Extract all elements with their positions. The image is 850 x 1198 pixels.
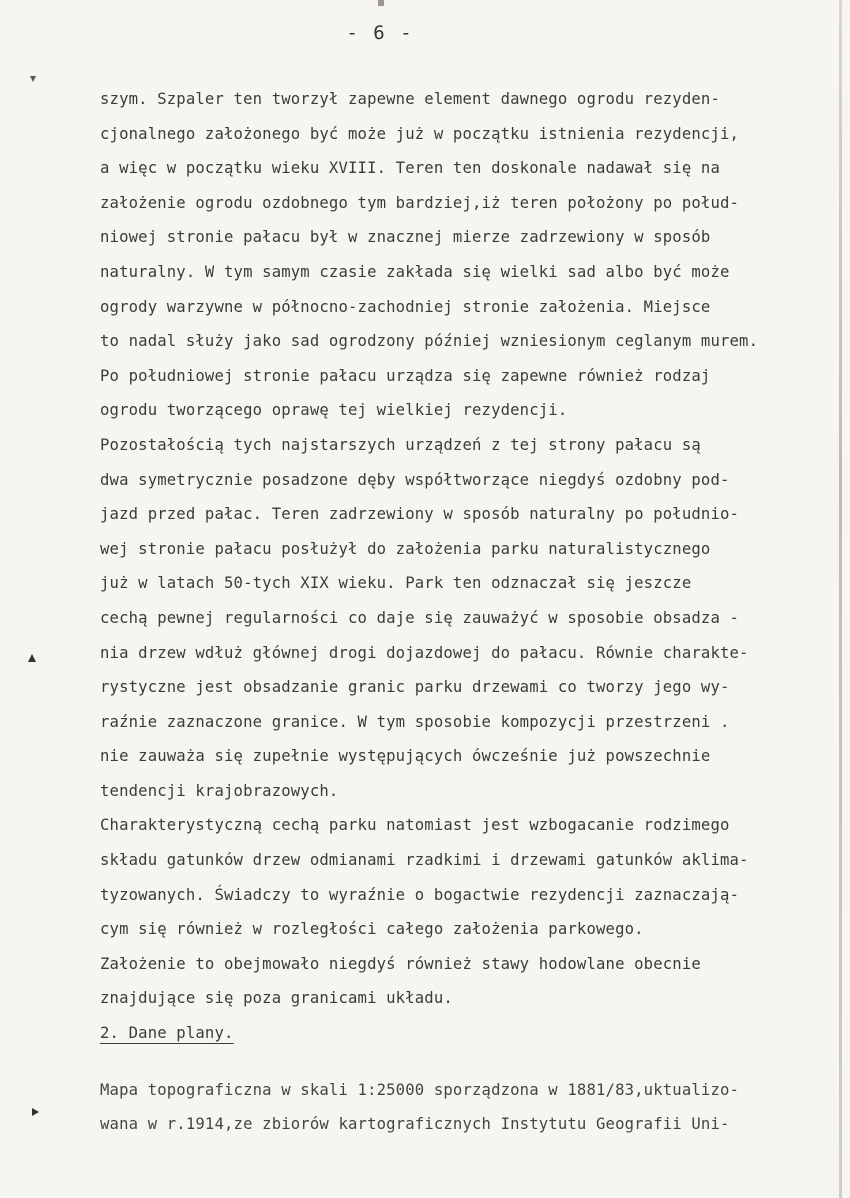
- text-line: dwa symetrycznie posadzone dęby współtworzące niegdyś ozdobny pod-: [100, 470, 730, 489]
- text-line: tyzowanych. Świadczy to wyraźnie o bogactwie rezydencji zaznaczają-: [100, 885, 740, 904]
- text-line: znajdujące się poza granicami układu.: [100, 989, 453, 1008]
- text-line: naturalny. W tym samym czasie zakłada się wielki sad albo być może: [100, 262, 730, 281]
- body-text: [100, 82, 840, 1142]
- text-line: to nadal służy jako sad ogrodzony później wzniesionym ceglanym murem.: [100, 332, 759, 351]
- text-line: tendencji krajobrazowych.: [100, 781, 339, 800]
- spacer: [100, 1051, 840, 1073]
- staple-mark: [378, 0, 384, 6]
- section-heading: 2. Dane plany.: [100, 1024, 234, 1043]
- text-line: a więc w początku wieku XVIII. Teren ten doskonale nadawał się na: [100, 159, 720, 178]
- text-line: Pozostałością tych najstarszych urządzeń z tej strony pałacu są: [100, 435, 701, 454]
- text-line: Założenie to obejmowało niegdyś również stawy hodowlane obecnie: [100, 954, 701, 973]
- text-line: Po południowej stronie pałacu urządza się zapewne również rodzaj: [100, 366, 711, 385]
- reference-line: Mapa topograficzna w skali 1:25000 sporządzona w 1881/83,uktualizo-: [100, 1080, 740, 1099]
- text-line: założenie ogrodu ozdobnego tym bardziej,iż teren położony po połud-: [100, 193, 740, 212]
- text-line: ogrody warzywne w północno-zachodniej stronie założenia. Miejsce: [100, 297, 711, 316]
- margin-arrow-up-icon: [28, 654, 36, 662]
- page-number: - 6 -: [346, 22, 414, 44]
- text-line: nie zauważa się zupełnie występujących ówcześnie już powszechnie: [100, 747, 711, 766]
- margin-arrow-icon: [30, 76, 36, 82]
- text-line: jazd przed pałac. Teren zadrzewiony w sposób naturalny po południo-: [100, 505, 740, 524]
- text-line: szym. Szpaler ten tworzył zapewne element dawnego ogrodu rezyden-: [100, 90, 720, 108]
- reference-line: wana w r.1914,ze zbiorów kartograficznych Instytutu Geografii Uni-: [100, 1115, 730, 1134]
- text-line: już w latach 50-tych XIX wieku. Park ten odznaczał się jeszcze: [100, 574, 692, 593]
- text-line: cechą pewnej regularności co daje się zauważyć w sposobie obsadza -: [100, 608, 740, 627]
- text-line: cjonalnego założonego być może już w początku istnienia rezydencji,: [100, 124, 740, 143]
- margin-arrow-right-icon: [32, 1108, 39, 1116]
- text-line: raźnie zaznaczone granice. W tym sposobie kompozycji przestrzeni .: [100, 712, 730, 731]
- text-line: Charakterystyczną cechą parku natomiast jest wzbogacanie rodzimego: [100, 816, 730, 835]
- text-line: składu gatunków drzew odmianami rzadkimi i drzewami gatunków aklima-: [100, 851, 749, 870]
- text-line: cym się również w rozległości całego założenia parkowego.: [100, 920, 644, 939]
- text-line: rystyczne jest obsadzanie granic parku drzewami co tworzy jego wy-: [100, 678, 730, 697]
- text-line: niowej stronie pałacu był w znacznej mierze zadrzewiony w sposób: [100, 228, 711, 247]
- text-line: wej stronie pałacu posłużył do założenia parku naturalistycznego: [100, 539, 711, 558]
- text-line: nia drzew wdłuż głównej drogi dojazdowej do pałacu. Równie charakte-: [100, 643, 749, 662]
- text-line: ogrodu tworzącego oprawę tej wielkiej rezydencji.: [100, 401, 568, 420]
